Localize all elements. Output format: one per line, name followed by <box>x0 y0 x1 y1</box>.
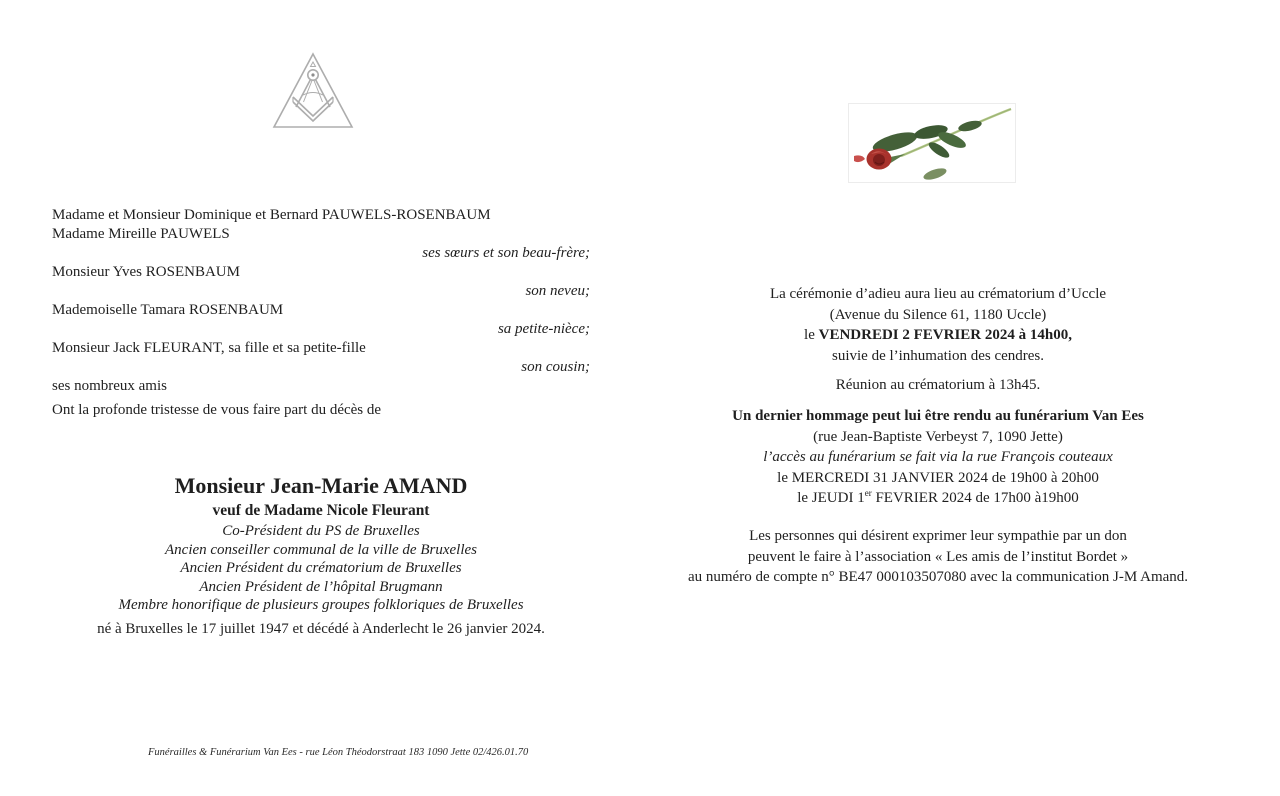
deceased-title: Ancien conseiller communal de la ville de Bruxelles <box>165 541 477 558</box>
visit-date-suffix: FEVRIER 2024 de 17h00 à19h00 <box>871 490 1079 507</box>
donation-block <box>668 526 1208 588</box>
rose-photo <box>848 103 1016 183</box>
donation-account: au numéro de compte n° BE47 000103507080 avec la communication J-M Amand. <box>687 569 1189 586</box>
ceremony-date-bold: VENDREDI 2 FEVRIER 2024 à 14h00, <box>818 327 1072 344</box>
homage-access-note: l’accès au funérarium se fait via la rue François couteaux <box>763 449 1113 466</box>
masonic-square-and-compass-icon <box>270 50 356 132</box>
deceased-title: Co-Président du PS de Bruxelles <box>222 523 420 539</box>
visit-date-prefix: le JEUDI 1 <box>797 490 865 507</box>
homage-visit-time <box>668 488 1208 509</box>
ceremony-block <box>668 284 1208 366</box>
deceased-title: Membre honorifique de plusieurs groupes folkloriques de Bruxelles <box>118 597 524 614</box>
homage-visit-time: le MERCREDI 31 JANVIER 2024 de 19h00 à 20h00 <box>777 469 1099 486</box>
mourner-names: ses nombreux amis <box>52 378 167 394</box>
mourner-names: Monsieur Jack FLEURANT, sa fille et sa petite-fille <box>52 340 366 356</box>
mourner-relation: son neveu; <box>525 283 590 299</box>
donation-line: Les personnes qui désirent exprimer leur sympathie par un don <box>749 527 1127 544</box>
announcement-sentence: Ont la profonde tristesse de vous faire part du décès de <box>52 402 382 418</box>
deceased-title: Ancien Président du crématorium de Bruxelles <box>180 560 462 577</box>
deceased-title: Ancien Président de l’hôpital Brugmann <box>199 578 443 595</box>
reunion-block <box>668 375 1208 396</box>
ceremony-datetime <box>668 325 1208 346</box>
ceremony-date-prefix: le <box>804 327 819 344</box>
reunion-line: Réunion au crématorium à 13h45. <box>835 377 1041 394</box>
deceased-block <box>52 472 590 615</box>
funeral-home-footer: Funérailles & Funérarium Van Ees - rue Léon Théodorstraat 183 1090 Jette 02/426.01.70 <box>148 747 529 758</box>
homage-heading: Un dernier hommage peut lui être rendu au funérarium Van Ees <box>732 407 1144 424</box>
mourner-names: Madame et Monsieur Dominique et Bernard PAUWELS-ROSENBAUM <box>52 207 491 223</box>
ordinal-superscript: er <box>864 488 872 499</box>
mourner-names: Mademoiselle Tamara ROSENBAUM <box>52 302 284 318</box>
homage-block <box>668 406 1208 509</box>
life-dates: né à Bruxelles le 17 juillet 1947 et décédé à Anderlecht le 26 janvier 2024. <box>97 621 545 637</box>
ceremony-address: (Avenue du Silence 61, 1180 Uccle) <box>829 306 1047 323</box>
deceased-subtitle: veuf de Madame Nicole Fleurant <box>212 502 430 519</box>
mourner-names: Madame Mireille PAUWELS <box>52 226 230 242</box>
ceremony-line: La cérémonie d’adieu aura lieu au crématorium d’Uccle <box>769 286 1107 302</box>
mourner-relation: ses sœurs et son beau-frère; <box>422 245 590 261</box>
ceremony-line: suivie de l’inhumation des cendres. <box>831 347 1045 364</box>
mourner-relation: son cousin; <box>521 359 590 375</box>
homage-address: (rue Jean-Baptiste Verbeyst 7, 1090 Jette) <box>813 428 1063 445</box>
donation-line: peuvent le faire à l’association « Les amis de l’institut Bordet » <box>747 548 1129 565</box>
mourner-names: Monsieur Yves ROSENBAUM <box>52 264 240 280</box>
mourner-relation: sa petite-nièce; <box>497 321 590 337</box>
deceased-name: Monsieur Jean-Marie AMAND <box>174 473 468 498</box>
ceremony-details-column <box>668 284 1208 588</box>
mourners-list <box>52 206 590 396</box>
